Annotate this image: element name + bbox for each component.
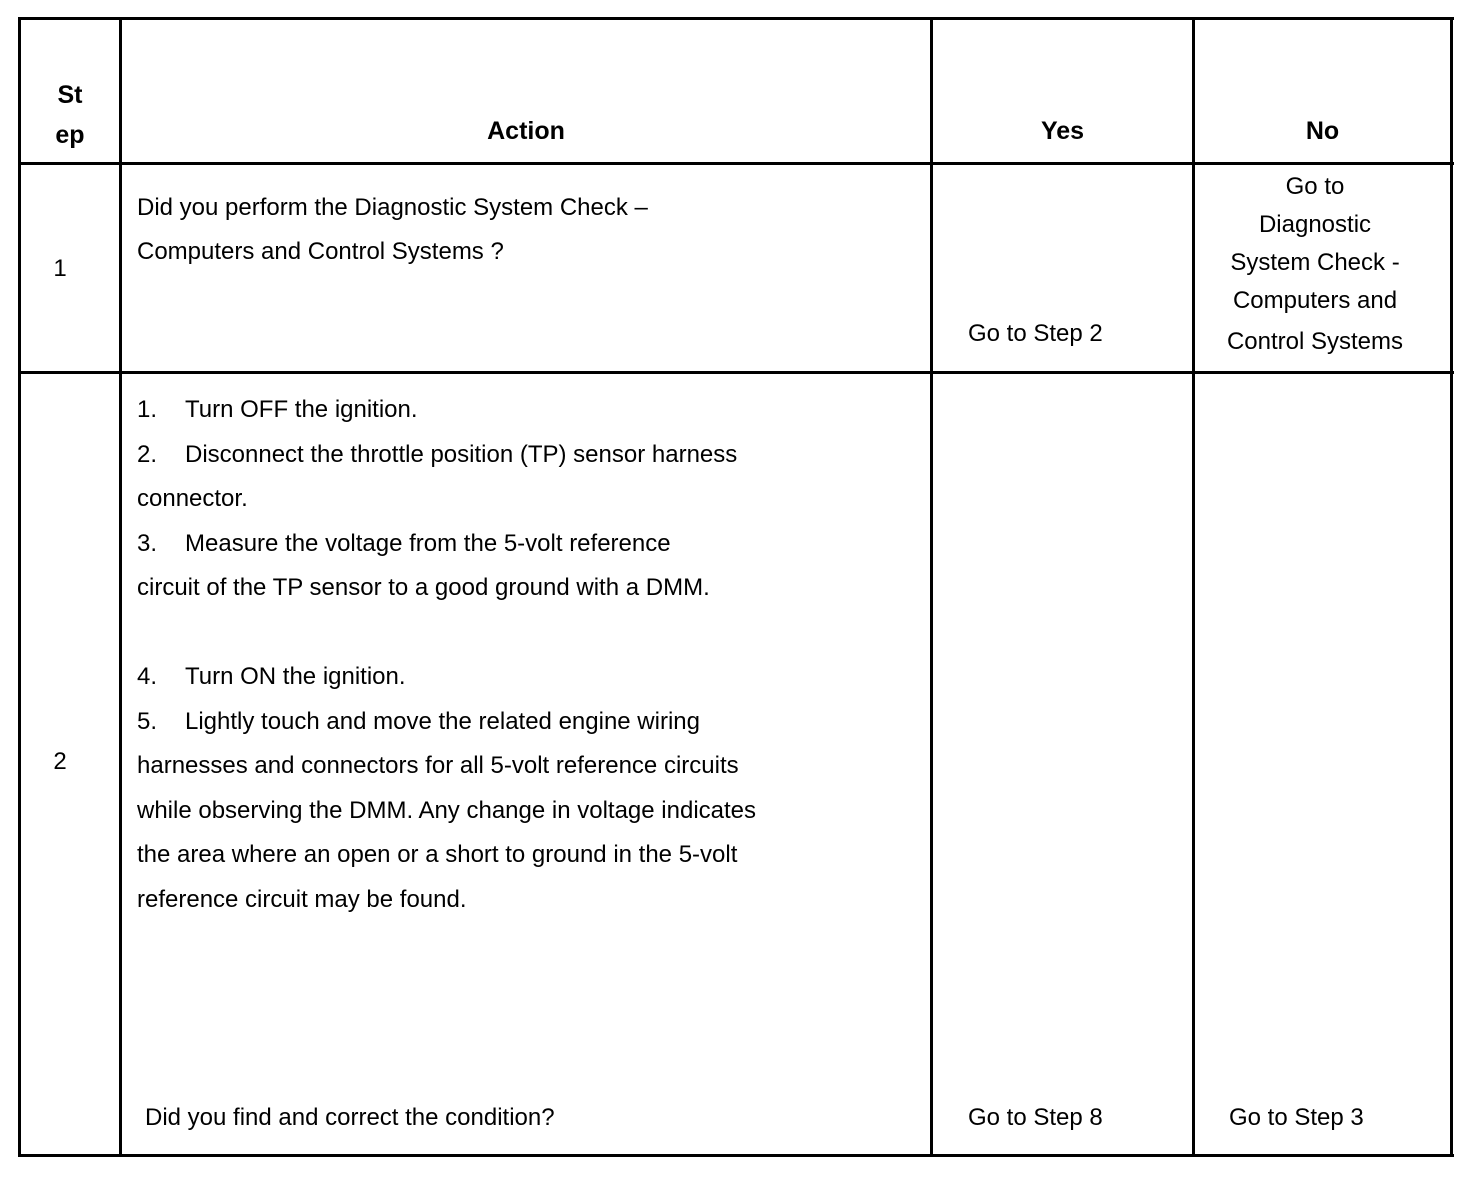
table-border-right [1450,17,1453,1157]
instruction-item: circuit of the TP sensor to a good ground with a DMM. [137,574,710,601]
instruction-item: 3. Measure the voltage from the 5-volt reference [137,529,671,557]
table-border-top [18,17,1454,20]
row1-action-line2: Computers and Control Systems ? [137,238,504,265]
row2-step: 2 [53,748,67,775]
instruction-item: reference circuit may be found. [137,885,467,913]
table-border-bottom [18,1154,1454,1157]
table-border-left [18,17,21,1157]
header-yes: Yes [1040,117,1085,145]
row2-instructions [137,388,927,922]
instruction-item: the area where an open or a short to ground in the 5-volt [137,841,738,868]
header-no: No [1305,117,1340,145]
instruction-item: harnesses and connectors for all 5-volt reference circuits [137,752,739,779]
header-action: Action [487,117,565,145]
row1-action [137,186,917,274]
instruction-list [137,388,927,922]
instruction-item: 5. Lightly touch and move the related engine wiring [137,707,700,735]
row1-no-line1: Go to [1285,173,1345,200]
row1-no-line5: Control Systems [1226,328,1404,355]
column-divider-step [119,17,122,1157]
instruction-item: 2. Disconnect the throttle position (TP) sensor harness [137,440,738,468]
header-step-line2: ep [55,121,85,149]
instruction-item: connector. [137,485,248,512]
row2-no: Go to Step 3 [1229,1104,1364,1131]
instruction-item: 1. Turn OFF the ignition. [137,396,418,423]
row1-no-line4: Computers and [1232,287,1398,314]
row1-step: 1 [53,255,67,282]
instruction-spacer [137,611,927,656]
row1-no [1195,168,1435,361]
diagnostic-table [18,17,1454,1157]
row1-yes: Go to Step 2 [968,320,1103,347]
column-divider-action [930,17,933,1157]
row1-no-line2: Diagnostic [1258,211,1372,238]
row2-question: Did you find and correct the condition? [145,1104,555,1131]
row-divider [18,371,1454,374]
row1-action-line1: Did you perform the Diagnostic System Check – [137,194,648,221]
row1-no-line3: System Check - [1230,249,1400,276]
header-divider [18,162,1454,165]
instruction-item: while observing the DMM. Any change in voltage indicates [137,796,757,824]
header-step [21,75,119,155]
header-step-line1: St [57,81,83,109]
row2-yes: Go to Step 8 [968,1104,1103,1131]
instruction-item: 4. Turn ON the ignition. [137,663,406,690]
